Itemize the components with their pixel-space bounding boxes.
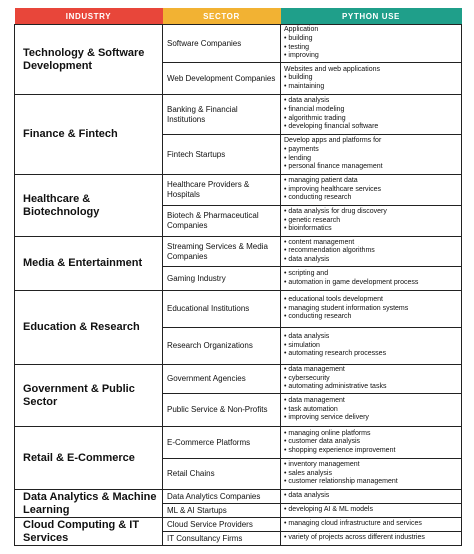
python-use-list [284, 333, 458, 359]
python-use-cell [281, 175, 462, 206]
list-item: • automating research processes [284, 350, 458, 359]
python-use-cell [281, 427, 462, 459]
list-item: • financial modeling [284, 106, 458, 115]
header-row [15, 8, 462, 25]
python-use-intro: Develop apps and platforms for [284, 137, 382, 145]
python-use-list [284, 397, 458, 423]
python-use-list [284, 492, 458, 501]
python-use-list [284, 177, 458, 203]
industry-cell: Data Analytics & Machine Learning [15, 490, 163, 518]
python-use-list [284, 270, 458, 287]
sector-cell: E-Commerce Platforms [163, 427, 281, 459]
python-use-cell [281, 365, 462, 394]
sector-cell: Public Service & Non-Profits [163, 394, 281, 427]
sector-cell: Biotech & Pharmaceutical Companies [163, 206, 281, 237]
sector-header: SECTOR [163, 8, 281, 25]
list-item: • managing patient data [284, 177, 458, 186]
python-use-list [284, 97, 458, 131]
python-use-list [284, 146, 458, 172]
sector-cell: Banking & Financial Institutions [163, 95, 281, 135]
table-row [15, 518, 462, 532]
list-item: • managing online platforms [284, 430, 458, 439]
list-item: • conducting research [284, 194, 458, 203]
list-item: • developing financial software [284, 123, 458, 132]
python-use-cell [281, 25, 462, 63]
table-row [15, 291, 462, 328]
python-use-cell [281, 237, 462, 267]
list-item: • data analysis [284, 97, 458, 106]
sector-cell: Web Development Companies [163, 63, 281, 95]
table-row [15, 25, 462, 63]
sector-cell: Gaming Industry [163, 267, 281, 291]
python-use-cell [281, 63, 462, 95]
list-item: • improving healthcare services [284, 186, 458, 195]
list-item: • conducting research [284, 313, 458, 322]
list-item: • data analysis for drug discovery [284, 208, 458, 217]
python-use-list [284, 520, 458, 529]
list-item: • algorithmic trading [284, 115, 458, 124]
sector-cell: ML & AI Startups [163, 504, 281, 518]
list-item: • data analysis [284, 333, 458, 342]
python-use-list [284, 74, 458, 91]
python-use-intro: Websites and web applications [284, 65, 380, 73]
list-item: • recommendation algorithms [284, 247, 458, 256]
table-row [15, 365, 462, 394]
list-item: • data management [284, 366, 458, 375]
python-use-cell [281, 328, 462, 365]
python-use-cell [281, 518, 462, 532]
sector-cell: Educational Institutions [163, 291, 281, 328]
industry-cell: Finance & Fintech [15, 95, 163, 175]
list-item: • genetic research [284, 217, 458, 226]
sector-cell: Healthcare Providers & Hospitals [163, 175, 281, 206]
sector-cell: Government Agencies [163, 365, 281, 394]
sector-cell: Research Organizations [163, 328, 281, 365]
list-item: • shopping experience improvement [284, 447, 458, 456]
table-row [15, 237, 462, 267]
industry-header: INDUSTRY [15, 8, 163, 25]
list-item: • developing AI & ML models [284, 506, 458, 515]
list-item: • data analysis [284, 492, 458, 501]
list-item: • bioinformatics [284, 225, 458, 234]
sector-cell: Cloud Service Providers [163, 518, 281, 532]
list-item: • lending [284, 155, 458, 164]
list-item: • cybersecurity [284, 375, 458, 384]
list-item: • variety of projects across different industries [284, 534, 458, 543]
sector-cell: Retail Chains [163, 459, 281, 490]
list-item: • task automation [284, 406, 458, 415]
python-use-list [284, 430, 458, 456]
table-row [15, 175, 462, 206]
list-item: • educational tools development [284, 296, 458, 305]
python-use-header: PYTHON USE [281, 8, 462, 25]
list-item: • automating administrative tasks [284, 383, 458, 392]
python-use-table-container [14, 8, 461, 546]
python-use-list [284, 296, 458, 322]
python-use-list [284, 208, 458, 234]
list-item: • scripting and [284, 270, 458, 279]
list-item: • building [284, 74, 458, 83]
sector-cell: Data Analytics Companies [163, 490, 281, 504]
industry-cell: Technology & Software Development [15, 25, 163, 95]
list-item: • automation in game development process [284, 279, 458, 288]
python-use-cell [281, 206, 462, 237]
list-item: • content management [284, 239, 458, 248]
list-item: • improving service delivery [284, 414, 458, 423]
python-use-cell [281, 95, 462, 135]
list-item: • sales analysis [284, 470, 458, 479]
list-item: • inventory management [284, 461, 458, 470]
python-use-cell [281, 394, 462, 427]
python-use-cell [281, 135, 462, 175]
list-item: • customer data analysis [284, 438, 458, 447]
python-use-table [14, 8, 462, 546]
python-use-list [284, 366, 458, 392]
python-use-cell [281, 459, 462, 490]
python-use-cell [281, 490, 462, 504]
python-use-list [284, 534, 458, 543]
sector-cell: Fintech Startups [163, 135, 281, 175]
list-item: • building [284, 35, 458, 44]
table-body [15, 25, 462, 546]
python-use-cell [281, 291, 462, 328]
list-item: • data management [284, 397, 458, 406]
python-use-cell [281, 267, 462, 291]
list-item: • data analysis [284, 256, 458, 265]
list-item: • customer relationship management [284, 478, 458, 487]
list-item: • payments [284, 146, 458, 155]
python-use-list [284, 35, 458, 61]
table-row [15, 427, 462, 459]
sector-cell: Streaming Services & Media Companies [163, 237, 281, 267]
industry-cell: Cloud Computing & IT Services [15, 518, 163, 546]
sector-cell: Software Companies [163, 25, 281, 63]
table-row [15, 490, 462, 504]
list-item: • personal finance management [284, 163, 458, 172]
industry-cell: Healthcare & Biotechnology [15, 175, 163, 237]
python-use-list [284, 506, 458, 515]
list-item: • improving [284, 52, 458, 61]
industry-cell: Media & Entertainment [15, 237, 163, 291]
python-use-cell [281, 532, 462, 546]
industry-cell: Retail & E-Commerce [15, 427, 163, 490]
python-use-intro: Application [284, 26, 319, 34]
industry-cell: Education & Research [15, 291, 163, 365]
sector-cell: IT Consultancy Firms [163, 532, 281, 546]
table-row [15, 95, 462, 135]
list-item: • managing student information systems [284, 305, 458, 314]
list-item: • maintaining [284, 83, 458, 92]
list-item: • managing cloud infrastructure and services [284, 520, 458, 529]
python-use-cell [281, 504, 462, 518]
python-use-list [284, 461, 458, 487]
python-use-list [284, 239, 458, 265]
list-item: • testing [284, 44, 458, 53]
industry-cell: Government & Public Sector [15, 365, 163, 427]
list-item: • simulation [284, 342, 458, 351]
